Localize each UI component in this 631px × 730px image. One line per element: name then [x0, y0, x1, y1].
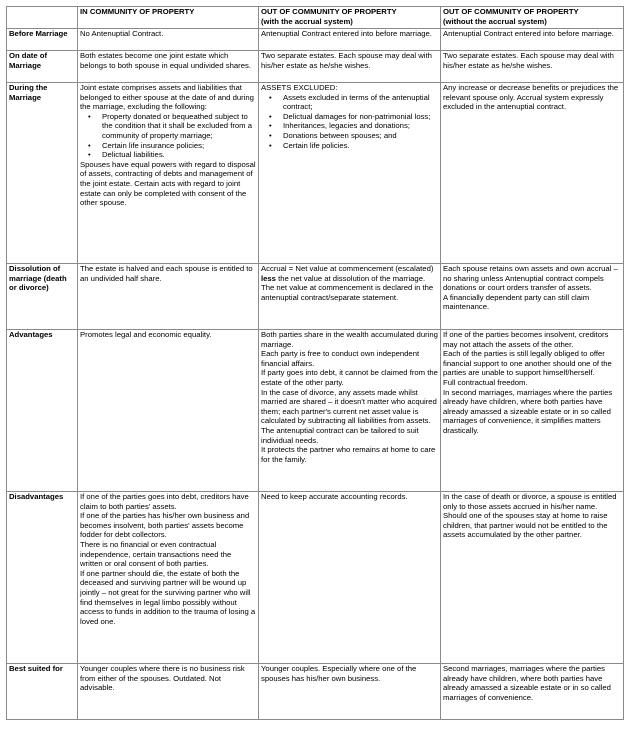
- during-col1-bullet-list: [80, 112, 256, 160]
- disadvantages-col1-para: If one of the parties has his/her own business and becomes insolvent, both parties' assets become fodder for debt collectors.: [80, 511, 250, 540]
- cell-during-col1: [78, 83, 259, 264]
- cell-before-marriage-col2: Antenuptial Contract entered into before marriage.: [259, 29, 441, 51]
- advantages-col2-para: Both parties share in the wealth accumulated during marriage.: [261, 330, 438, 349]
- header-in-community-label: IN COMMUNITY OF PROPERTY: [80, 7, 195, 16]
- cell-during-col3: Any increase or decrease benefits or prejudices the relevant spouse only. Accrual system expressly excluded in the antenuptial contract.: [441, 83, 624, 264]
- cell-best-suited-col3: Second marriages, marriages where the parties already have children, where both parties have already amassed a sizeable estate or in so called marriages of convenience.: [441, 664, 624, 720]
- row-label-during: During the Marriage: [7, 83, 78, 264]
- row-dissolution: [7, 264, 624, 330]
- cell-on-date-col1: Both estates become one joint estate which belongs to both spouse in equal undivided shares.: [78, 51, 259, 83]
- header-out-without-accrual-line2: (without the accrual system): [443, 16, 547, 26]
- cell-advantages-col2: [259, 330, 441, 492]
- cell-before-marriage-col1: No Antenuptial Contract.: [78, 29, 259, 51]
- cell-dissolution-col2: [259, 264, 441, 330]
- list-item: • Inheritances, legacies and donations;: [261, 121, 438, 131]
- header-blank-cell: [7, 7, 78, 29]
- cell-during-col2: [259, 83, 441, 264]
- list-item: • Delictual liabilities.: [80, 150, 256, 160]
- header-out-without-accrual-line1: OUT OF COMMUNITY OF PROPERTY: [443, 7, 579, 16]
- disadvantages-col1-para: If one partner should die, the estate of both the deceased and surviving partner will be wound up jointly – not great for the surviving partner who will find themselves in legal limbo possibly without access to funds in addition to the trauma of losing a loved one.: [80, 568, 256, 626]
- advantages-col2-para: In the case of divorce, any assets made whilst married are shared – it doesn't matter who acquired them; each partner's current net asset value is calculated by subtracting all liabilities from assets.: [261, 387, 437, 426]
- cell-disadvantages-col1: [78, 492, 259, 664]
- row-label-disadvantages: Disadvantages: [7, 492, 78, 664]
- header-row: [7, 7, 624, 29]
- list-item: • Delictual damages for non-patrimonial loss;: [261, 112, 438, 122]
- advantages-col2-para: Each party is free to conduct own independent financial affairs.: [261, 349, 420, 368]
- during-col2-intro: ASSETS EXCLUDED:: [261, 83, 338, 92]
- row-label-best-suited: Best suited for: [7, 664, 78, 720]
- list-item: • Donations between spouses; and: [261, 131, 438, 141]
- header-in-community: [78, 7, 259, 29]
- row-disadvantages: [7, 492, 624, 664]
- row-before-marriage: [7, 29, 624, 51]
- advantages-col3-para: In second marriages, marriages where the parties already have children, where both parties have already amassed a sizeable estate or in so called marriages of convenience, it simplifies matters drastically.: [443, 387, 613, 435]
- header-out-with-accrual-line1: OUT OF COMMUNITY OF PROPERTY: [261, 7, 397, 16]
- cell-dissolution-col1: The estate is halved and each spouse is entitled to an undivided half share.: [78, 264, 259, 330]
- dissolution-col2-part-c: The net value at commencement is declared in the antenuptial contract/separate statement.: [261, 283, 434, 302]
- header-out-with-accrual-line2: (with the accrual system): [261, 16, 353, 26]
- row-label-on-date: On date of Marriage: [7, 51, 78, 83]
- dissolution-col2-part-b: the net value at dissolution of the marriage.: [275, 273, 426, 283]
- list-item: • Property donated or bequeathed subject to the condition that it shall be excluded from a community of property marriage;: [80, 112, 256, 141]
- document-page: [6, 6, 624, 720]
- cell-disadvantages-col2: Need to keep accurate accounting records.: [259, 492, 441, 664]
- row-during: [7, 83, 624, 264]
- list-item: • Assets excluded in terms of the antenuptial contract;: [261, 93, 438, 112]
- cell-best-suited-col1: Younger couples where there is no business risk from either of the spouses. Outdated. Not advisable.: [78, 664, 259, 720]
- advantages-col2-para: It protects the partner who remains at home to care for the family.: [261, 445, 436, 464]
- cell-best-suited-col2: Younger couples. Especially where one of the spouses has his/her own business.: [259, 664, 441, 720]
- cell-advantages-col1: Promotes legal and economic equality.: [78, 330, 259, 492]
- dissolution-col3-part-a: Each spouse retains own assets and own accrual – no sharing unless Antenuptial contract compels donations or court orders transfer of assets.: [443, 264, 618, 293]
- row-on-date: [7, 51, 624, 83]
- row-label-dissolution: Dissolution of marriage (death or divorce): [7, 264, 78, 330]
- cell-dissolution-col3: [441, 264, 624, 330]
- header-out-with-accrual: [259, 7, 441, 29]
- dissolution-col2-part-a: Accrual = Net value at commencement (escalated): [261, 264, 434, 273]
- row-label-advantages: Advantages: [7, 330, 78, 492]
- list-item: • Certain life policies.: [261, 141, 438, 151]
- advantages-col3-para: If one of the parties becomes insolvent, creditors may not attach the assets of the other.: [443, 330, 609, 349]
- cell-disadvantages-col3: In the case of death or divorce, a spouse is entitled only to those assets accrued in his/her name. Should one of the spouses stay at home to raise children, that partner would not be entitled to the assets accumulated by the other partner.: [441, 492, 624, 664]
- list-item: • Certain life insurance policies;: [80, 141, 256, 151]
- marriage-comparison-table: [6, 6, 624, 720]
- advantages-col3-para: Each of the parties is still legally obliged to offer financial support to one another should one of the parties are unable to support himself/herself.: [443, 349, 612, 378]
- dissolution-col2-bold-less: less: [261, 273, 276, 283]
- during-col2-bullet-list: [261, 93, 438, 151]
- advantages-col2-para: The antenuptial contract can be tailored to suit individual needs.: [261, 425, 419, 445]
- cell-on-date-col2: Two separate estates. Each spouse may deal with his/her estate as he/she wishes.: [259, 51, 441, 83]
- advantages-col2-para: If party goes into debt, it cannot be claimed from the estate of the other party.: [261, 368, 438, 387]
- disadvantages-col1-para: There is no financial or even contractual independence, certain transactions need the written or oral consent of both parties.: [80, 539, 232, 569]
- dissolution-col3-part-b: A financially dependent party can still claim maintenance.: [443, 292, 590, 312]
- row-best-suited: [7, 664, 624, 720]
- disadvantages-col1-para: If one of the parties goes into debt, creditors have claim to both parties' assets.: [80, 492, 249, 511]
- row-label-before-marriage: Before Marriage: [7, 29, 78, 51]
- advantages-col3-para: Full contractual freedom.: [443, 377, 528, 387]
- during-col1-outro: Spouses have equal powers with regard to disposal of assets, contracting of debts and management of the joint estate. Certain acts with regard to joint estate can only be completed with consent of the other spouse.: [80, 159, 256, 208]
- header-out-without-accrual: [441, 7, 624, 29]
- cell-on-date-col3: Two separate estates. Each spouse may deal with his/her estate as he/she wishes.: [441, 51, 624, 83]
- cell-advantages-col3: [441, 330, 624, 492]
- row-advantages: [7, 330, 624, 492]
- during-col1-intro: Joint estate comprises assets and liabilities that belonged to either spouse at the date of and during the marriage, excluding the following:: [80, 83, 254, 112]
- cell-before-marriage-col3: Antenuptial Contract entered into before marriage.: [441, 29, 624, 51]
